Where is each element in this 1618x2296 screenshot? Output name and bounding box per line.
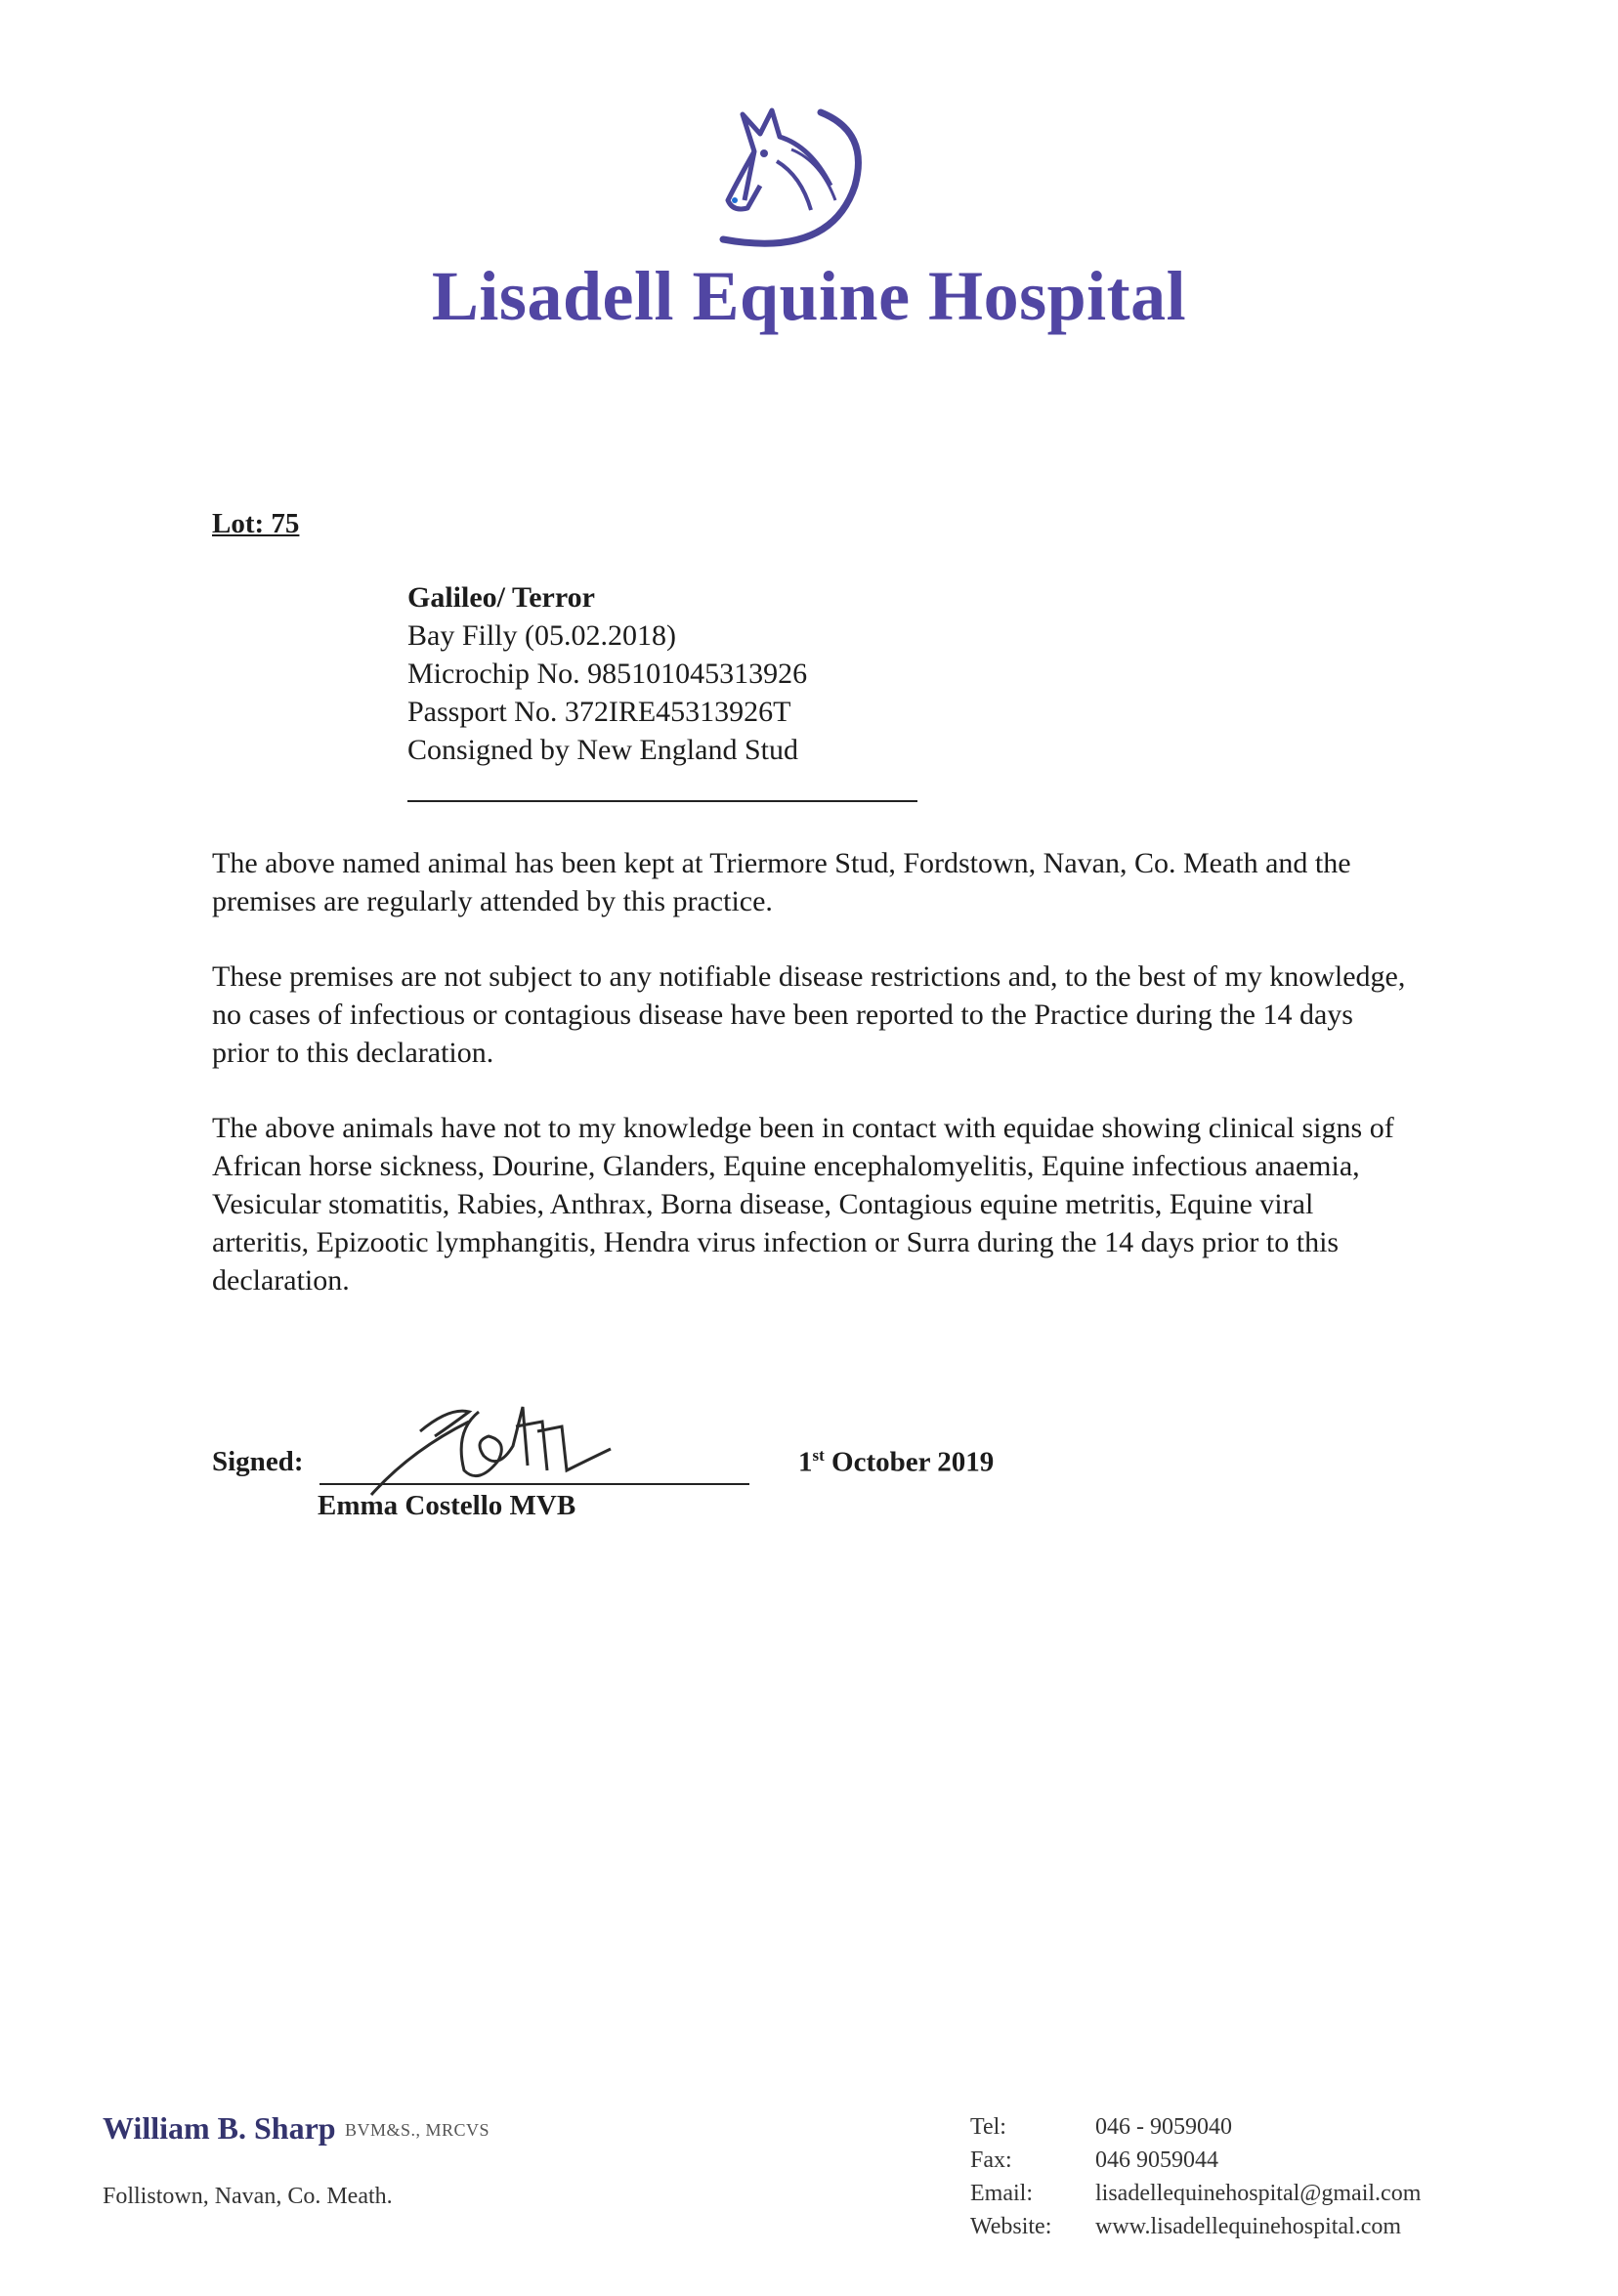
signed-label: Signed: [212, 1446, 304, 1477]
contact-tel: Tel: 046 - 9059040 [970, 2114, 1232, 2140]
passport-number: Passport No. 372IRE45313926T [407, 696, 791, 728]
premises-paragraph: The above named animal has been kept at Triermore Stud, Fordstown, Navan, Co. Meath and the premises are regularly attended by this practice. [212, 847, 1351, 917]
footer-vet-name: William B. Sharp [103, 2110, 336, 2146]
horse-head-logo-icon [684, 93, 909, 254]
contact-email: Email: lisadellequinehospital@gmail.com [970, 2181, 1422, 2206]
declaration-date: 1st October 2019 [798, 1446, 995, 1478]
horse-details [407, 578, 807, 769]
microchip-number: Microchip No. 985101045313926 [407, 658, 808, 690]
disease-restrictions-paragraph: These premises are not subject to any notifiable disease restrictions and, to the best of my knowledge, no cases of infectious or contagious disease have been reported to the Practice during the 14 days prior to this declaration. [212, 960, 1406, 1069]
horse-description: Bay Filly (05.02.2018) [407, 619, 676, 652]
lot-number: Lot: 75 [212, 508, 300, 539]
contact-fax: Fax: 046 9059044 [970, 2147, 1218, 2173]
footer-address: Follistown, Navan, Co. Meath. [103, 2184, 393, 2209]
divider [407, 800, 917, 802]
hospital-name: Lisadell Equine Hospital [431, 257, 1187, 335]
footer-qualifications: BVM&S., MRCVS [345, 2120, 490, 2140]
handwritten-signature [352, 1392, 645, 1500]
contact-website: Website: www.lisadellequinehospital.com [970, 2214, 1402, 2239]
footer-contacts [970, 2110, 1421, 2243]
consignor: Consigned by New England Stud [407, 734, 798, 766]
contact-declaration-paragraph: The above animals have not to my knowledge been in contact with equidae showing clinical signs of African horse sickness, Dourine, Glanders, Equine encephalomyelitis, Equine infectious anaemia, Vesicular stomatitis, Rabies, Anthrax, Borna disease, Contagious equine metritis, Equine viral arteritis, Epizootic lymphangitis, Hendra virus infection or Surra during the 14 days prior to this declaration. [212, 1112, 1394, 1297]
signer-name: Emma Costello MVB [318, 1490, 576, 1521]
horse-name: Galileo/ Terror [407, 581, 595, 614]
